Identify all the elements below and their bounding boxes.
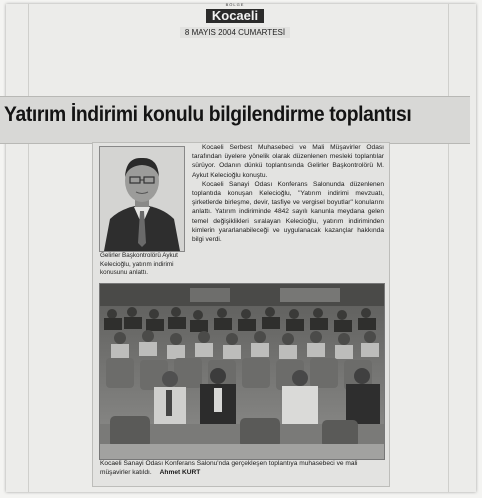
masthead — [180, 2, 290, 37]
column-rule — [448, 4, 449, 492]
photo-caption — [100, 460, 384, 478]
portrait-photo — [99, 146, 185, 252]
author-byline: Ahmet KURT — [159, 468, 201, 476]
column-rule — [28, 4, 29, 492]
article-headline: Yatırım İndirimi konulu bilgilendirme toplantısı — [4, 103, 412, 126]
portrait-caption: Gelirler Başkontrolörü Aykut Kelecioğlu, yatırım indirimi konusunu anlattı. — [100, 252, 178, 276]
article-paragraph: Kocaeli Sanayi Odası Konferans Salonunda düzenlenen toplantıda konuşan Kelecioğlu, "Yatırım indirimi mevzuatı, şirketlerde birleşme, devir, tasfiye ve vergisel boyutlar" konularını anlattı. Yatırım indiriminde 4842 sayılı kanunla meydana gelen temel değişiklikleri sıralayan Kelecioğlu, yatırım indiriminden kimlerin yararlanabileceği ve uygulanacak kazançlar hakkında bilgi verdi. — [192, 180, 384, 244]
photo-caption-text: Kocaeli Sanayi Odası Konferans Salonu'nda gerçekleşen toplantıya muhasebeci ve mali müşavirler katıldı. — [100, 460, 358, 476]
newspaper-logo: Kocaeli — [206, 9, 264, 23]
article-paragraph: Kocaeli Serbest Muhasebeci ve Mali Müşavirler Odası tarafından üyelere yönelik olarak düzenlenen mesleki toplantılar sürüyor. Odanın dünkü toplantısında Gelirler Başkontrolörü M. Aykut Kelecioğlu konuştu. — [192, 144, 384, 179]
issue-date: 8 MAYIS 2004 CUMARTESİ — [180, 27, 290, 38]
masthead-kicker: BÖLGE — [225, 2, 245, 7]
article-body — [192, 143, 384, 244]
meeting-photo — [99, 283, 385, 460]
